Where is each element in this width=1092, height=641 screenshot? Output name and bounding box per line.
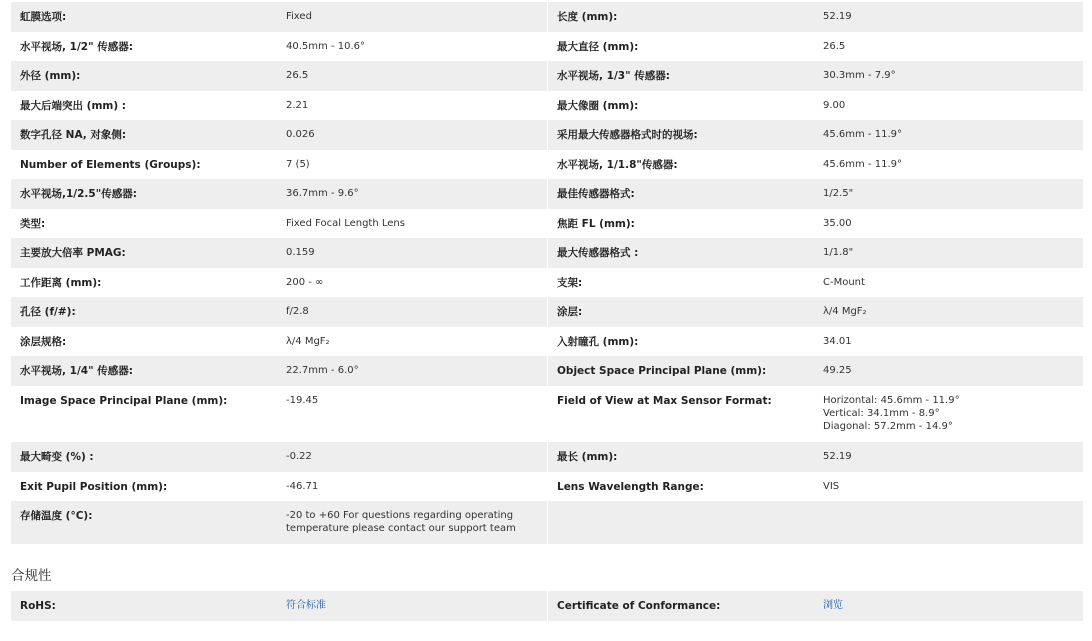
spec-value: 35.00 (823, 218, 852, 229)
spec-value: 1/1.8" (823, 247, 854, 258)
spec-row-exit-pupil (11, 472, 1083, 501)
spec-label: 采用最大传感器格式时的视场: (557, 129, 698, 141)
spec-value (814, 501, 1084, 544)
spec-row-coating-spec (11, 327, 1083, 356)
spec-label: 最大像圈 (mm): (557, 100, 639, 112)
spec-row-storage-temperature (11, 501, 1083, 544)
spec-value: λ/4 MgF₂ (286, 336, 330, 347)
certificate-label: Certificate of Conformance: (557, 600, 721, 612)
spec-label: 水平视场,1/2.5"传感器: (20, 188, 137, 200)
spec-label: 主要放大倍率 PMAG: (20, 247, 126, 259)
spec-value: 30.3mm - 7.9° (823, 70, 896, 81)
spec-label: 最佳传感器格式: (557, 188, 635, 200)
spec-label: 支架: (557, 277, 583, 289)
spec-row-type (11, 209, 1083, 238)
spec-label: 虹膜选项: (20, 11, 67, 23)
rohs-link[interactable]: 符合标准 (286, 600, 326, 611)
spec-label: 工作距离 (mm): (20, 277, 102, 289)
spec-label: 水平视场, 1/2" 传感器: (20, 41, 133, 53)
spec-value: 52.19 (823, 11, 852, 22)
spec-value: λ/4 MgF₂ (823, 306, 867, 317)
spec-row-working-distance (11, 268, 1083, 297)
spec-value: 7 (5) (286, 159, 310, 170)
spec-value: f/2.8 (286, 306, 309, 317)
spec-label: 涂层规格: (20, 336, 67, 348)
certificate-view-link[interactable]: 浏览 (823, 600, 843, 611)
spec-value-multiline (277, 501, 547, 544)
spec-label: 最大直径 (mm): (557, 41, 639, 53)
spec-value: 45.6mm - 11.9° (823, 129, 902, 140)
spec-value: VIS (823, 481, 840, 492)
spec-value: 40.5mm - 10.6° (286, 41, 365, 52)
spec-label: 存储温度 (°C): (20, 510, 93, 522)
spec-label: 数字孔径 NA, 对象侧: (20, 129, 127, 141)
fov-vertical: Vertical: 34.1mm - 8.9° (823, 408, 940, 419)
fov-diagonal: Diagonal: 57.2mm - 14.9° (823, 421, 953, 432)
spec-label: Exit Pupil Position (mm): (20, 481, 168, 493)
spec-value-multiline (814, 386, 1084, 442)
spec-row-outer-diameter (11, 61, 1083, 91)
spec-value: Fixed (286, 11, 312, 22)
spec-value: 1/2.5" (823, 188, 854, 199)
spec-row-fov-half-inch (11, 32, 1083, 61)
spec-row-principal-plane (11, 386, 1083, 442)
spec-label: 最长 (mm): (557, 451, 618, 463)
spec-label: Number of Elements (Groups): (20, 159, 201, 171)
spec-label: 涂层: (557, 306, 583, 318)
fov-horizontal: Horizontal: 45.6mm - 11.9° (823, 395, 960, 406)
temperature-line-1: -20 to +60 For questions regarding operating (286, 510, 514, 521)
spec-label: 孔径 (f/#): (20, 306, 76, 318)
spec-label: 最大传感器格式 : (557, 247, 639, 259)
spec-value: 0.159 (286, 247, 315, 258)
spec-row-pmag (11, 238, 1083, 268)
compliance-heading: 合规性 (11, 568, 52, 584)
spec-label: 外径 (mm): (20, 70, 81, 82)
spec-value: 26.5 (286, 70, 309, 81)
spec-value: -0.22 (286, 451, 312, 462)
spec-label: 水平视场, 1/1.8"传感器: (557, 159, 678, 171)
temperature-line-2: temperature please contact our support team (286, 523, 516, 534)
spec-label: 最大畸变 (%) : (20, 451, 94, 463)
spec-label: Field of View at Max Sensor Format: (557, 395, 772, 407)
spec-row-aperture (11, 297, 1083, 327)
spec-label: 入射瞳孔 (mm): (557, 336, 639, 348)
spec-value: 200 - ∞ (286, 277, 324, 288)
spec-label: 焦距 FL (mm): (557, 218, 635, 230)
spec-label: 水平视场, 1/3" 传感器: (557, 70, 670, 82)
compliance-row (11, 591, 1083, 621)
spec-value: -19.45 (286, 395, 319, 406)
spec-value: 0.026 (286, 129, 315, 140)
spec-label: 长度 (mm): (557, 11, 618, 23)
spec-value: C-Mount (823, 277, 865, 288)
spec-label: 最大后端突出 (mm) : (20, 100, 126, 112)
spec-value: 49.25 (823, 365, 852, 376)
rohs-label: RoHS: (20, 600, 56, 612)
spec-value: 36.7mm - 9.6° (286, 188, 359, 199)
spec-value: -46.71 (286, 481, 319, 492)
spec-value: 22.7mm - 6.0° (286, 365, 359, 376)
compliance-table (11, 591, 1083, 621)
spec-row-elements (11, 150, 1083, 179)
spec-row-back-protrusion (11, 91, 1083, 120)
spec-value: 34.01 (823, 336, 852, 347)
spec-value: 45.6mm - 11.9° (823, 159, 902, 170)
spec-label: Object Space Principal Plane (mm): (557, 365, 767, 377)
spec-label: 水平视场, 1/4" 传感器: (20, 365, 133, 377)
spec-row-iris (11, 2, 1083, 32)
spec-label: Image Space Principal Plane (mm): (20, 395, 228, 407)
spec-row-fov-quarter-inch (11, 356, 1083, 386)
spec-value: Fixed Focal Length Lens (286, 218, 405, 229)
spec-value: 9.00 (823, 100, 846, 111)
spec-label: 类型: (20, 218, 46, 230)
spec-row-numerical-aperture (11, 120, 1083, 150)
spec-value: 26.5 (823, 41, 846, 52)
spec-value: 52.19 (823, 451, 852, 462)
spec-row-distortion (11, 442, 1083, 472)
specifications-table (11, 2, 1083, 544)
spec-value: 2.21 (286, 100, 309, 111)
spec-row-fov-2-5-inch (11, 179, 1083, 209)
spec-label (548, 501, 814, 544)
spec-label: Lens Wavelength Range: (557, 481, 704, 493)
